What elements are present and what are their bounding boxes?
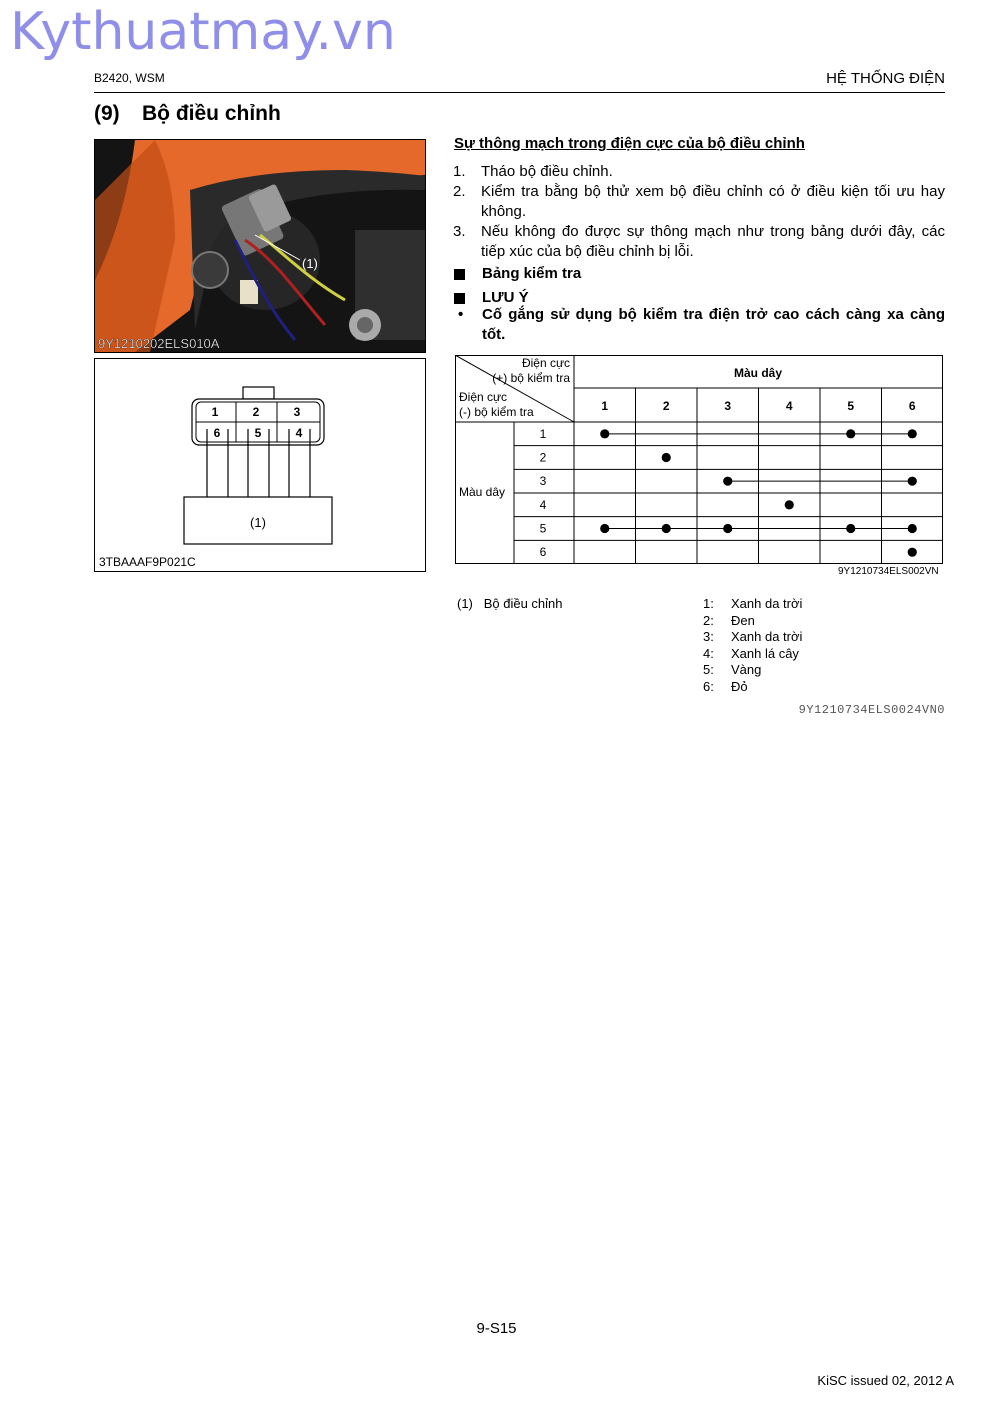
note-heading-text: LƯU Ý <box>482 289 529 306</box>
corner-minus-line2: (-) bộ kiểm tra <box>459 405 534 419</box>
header-divider <box>94 92 945 93</box>
continuity-dot <box>662 524 671 533</box>
note-text: Cố gắng sử dụng bộ kiểm tra điện trở cao cách càng xa càng tốt. <box>482 306 945 343</box>
continuity-dot <box>846 429 855 438</box>
continuity-dot <box>723 524 732 533</box>
legend-key: (1) <box>457 596 473 611</box>
legend-wire-colors <box>703 596 802 696</box>
column-header: 4 <box>785 399 793 413</box>
legend-key: 1: <box>703 596 714 611</box>
continuity-dot <box>908 477 917 486</box>
bullet-icon: • <box>458 306 464 323</box>
header-model: B2420, WSM <box>94 71 165 85</box>
section-number: (9) <box>94 102 120 125</box>
pin-label-4: 4 <box>295 426 303 440</box>
legend-value: Đỏ <box>731 678 748 694</box>
step-number: 2. <box>453 183 466 200</box>
regulator-photo-illustration <box>95 140 425 352</box>
legend-row <box>703 596 802 613</box>
diagram-code: 3TBAAAF9P021C <box>99 555 196 569</box>
continuity-dot <box>723 477 732 486</box>
corner-plus-line2: (+) bộ kiểm tra <box>492 371 570 385</box>
row-header: 1 <box>539 426 547 441</box>
step-number: 3. <box>453 223 466 240</box>
step-number: 1. <box>453 163 466 180</box>
step-2 <box>453 182 945 222</box>
step-text: Tháo bộ điều chỉnh. <box>481 163 613 180</box>
column-header: 2 <box>662 399 670 413</box>
legend-key: 5: <box>703 662 714 678</box>
continuity-dot <box>908 548 917 557</box>
document-code: 9Y1210734ELS0024VN0 <box>798 703 945 717</box>
step-1 <box>453 162 945 182</box>
row-header: 6 <box>539 545 547 560</box>
note-item <box>458 305 945 345</box>
connector-drawing <box>95 359 425 554</box>
legend-row <box>703 679 802 696</box>
column-group-label: Màu dây <box>733 366 783 380</box>
step-text: Kiểm tra bằng bộ thử xem bộ điều chỉnh có ở điều kiện tối ưu hay không. <box>481 183 945 220</box>
legend-regulator <box>457 596 563 611</box>
row-header: 3 <box>539 474 547 489</box>
row-group-label: Màu dây <box>459 485 506 499</box>
step-3 <box>453 222 945 262</box>
legend-key: 6: <box>703 678 714 694</box>
row-header: 5 <box>539 521 547 536</box>
page-number: 9-S15 <box>476 1320 517 1337</box>
regulator-photo <box>94 139 426 353</box>
legend-row <box>703 629 802 646</box>
legend-value: Xanh da trời <box>731 596 803 611</box>
continuity-dot <box>908 429 917 438</box>
connector-diagram <box>94 358 426 572</box>
continuity-table-grid <box>455 355 943 564</box>
table-heading-text: Bảng kiểm tra <box>482 265 582 282</box>
watermark: Kythuatmay.vn <box>10 2 396 62</box>
table-code: 9Y1210734ELS002VN <box>838 566 939 577</box>
legend-row <box>703 662 802 679</box>
row-header: 2 <box>539 450 547 465</box>
continuity-dot <box>600 524 609 533</box>
column-header: 1 <box>601 399 609 413</box>
legend-value: Xanh lá cây <box>731 645 799 661</box>
continuity-dot <box>908 524 917 533</box>
section-title <box>94 102 281 126</box>
continuity-dot <box>600 429 609 438</box>
pin-label-3: 3 <box>293 405 301 419</box>
section-title-text: Bộ điều chỉnh <box>142 102 281 125</box>
legend-value: Vàng <box>731 662 762 678</box>
column-header: 5 <box>847 399 855 413</box>
table-heading <box>453 264 945 284</box>
legend-row <box>703 646 802 663</box>
footer-issue: KiSC issued 02, 2012 A <box>817 1373 954 1388</box>
legend-key: 4: <box>703 645 714 661</box>
corner-minus-line1: Điện cực <box>459 390 508 404</box>
legend-row <box>703 613 802 630</box>
procedure-heading: Sự thông mạch trong điện cực của bộ điều chỉnh <box>454 135 805 152</box>
row-header: 4 <box>539 497 547 512</box>
continuity-dot <box>662 453 671 462</box>
procedure-steps <box>453 162 945 308</box>
header-chapter: HỆ THỐNG ĐIỆN <box>826 70 945 87</box>
photo-code: 9Y1210202ELS010A <box>98 336 220 351</box>
column-header: 3 <box>724 399 732 413</box>
square-bullet-icon <box>454 269 465 280</box>
pin-label-1: 1 <box>211 405 219 419</box>
legend-text: Bộ điều chỉnh <box>483 596 563 611</box>
continuity-dot <box>785 500 794 509</box>
corner-plus-line1: Điện cực <box>521 356 570 370</box>
pin-label-2: 2 <box>252 405 260 419</box>
legend-key: 2: <box>703 612 714 628</box>
step-text: Nếu không đo được sự thông mạch như trong bảng dưới đây, các tiếp xúc của bộ điều chỉnh bị lỗi. <box>481 223 945 260</box>
pin-label-6: 6 <box>213 426 221 440</box>
legend-value: Đen <box>731 612 755 628</box>
legend-value: Xanh da trời <box>731 629 803 645</box>
pin-label-5: 5 <box>254 426 262 440</box>
photo-callout: (1) <box>302 256 318 271</box>
column-header: 6 <box>908 399 916 413</box>
continuity-table <box>455 355 943 569</box>
square-bullet-icon <box>454 293 465 304</box>
regulator-label: (1) <box>250 515 266 530</box>
continuity-dot <box>846 524 855 533</box>
legend-key: 3: <box>703 629 714 645</box>
